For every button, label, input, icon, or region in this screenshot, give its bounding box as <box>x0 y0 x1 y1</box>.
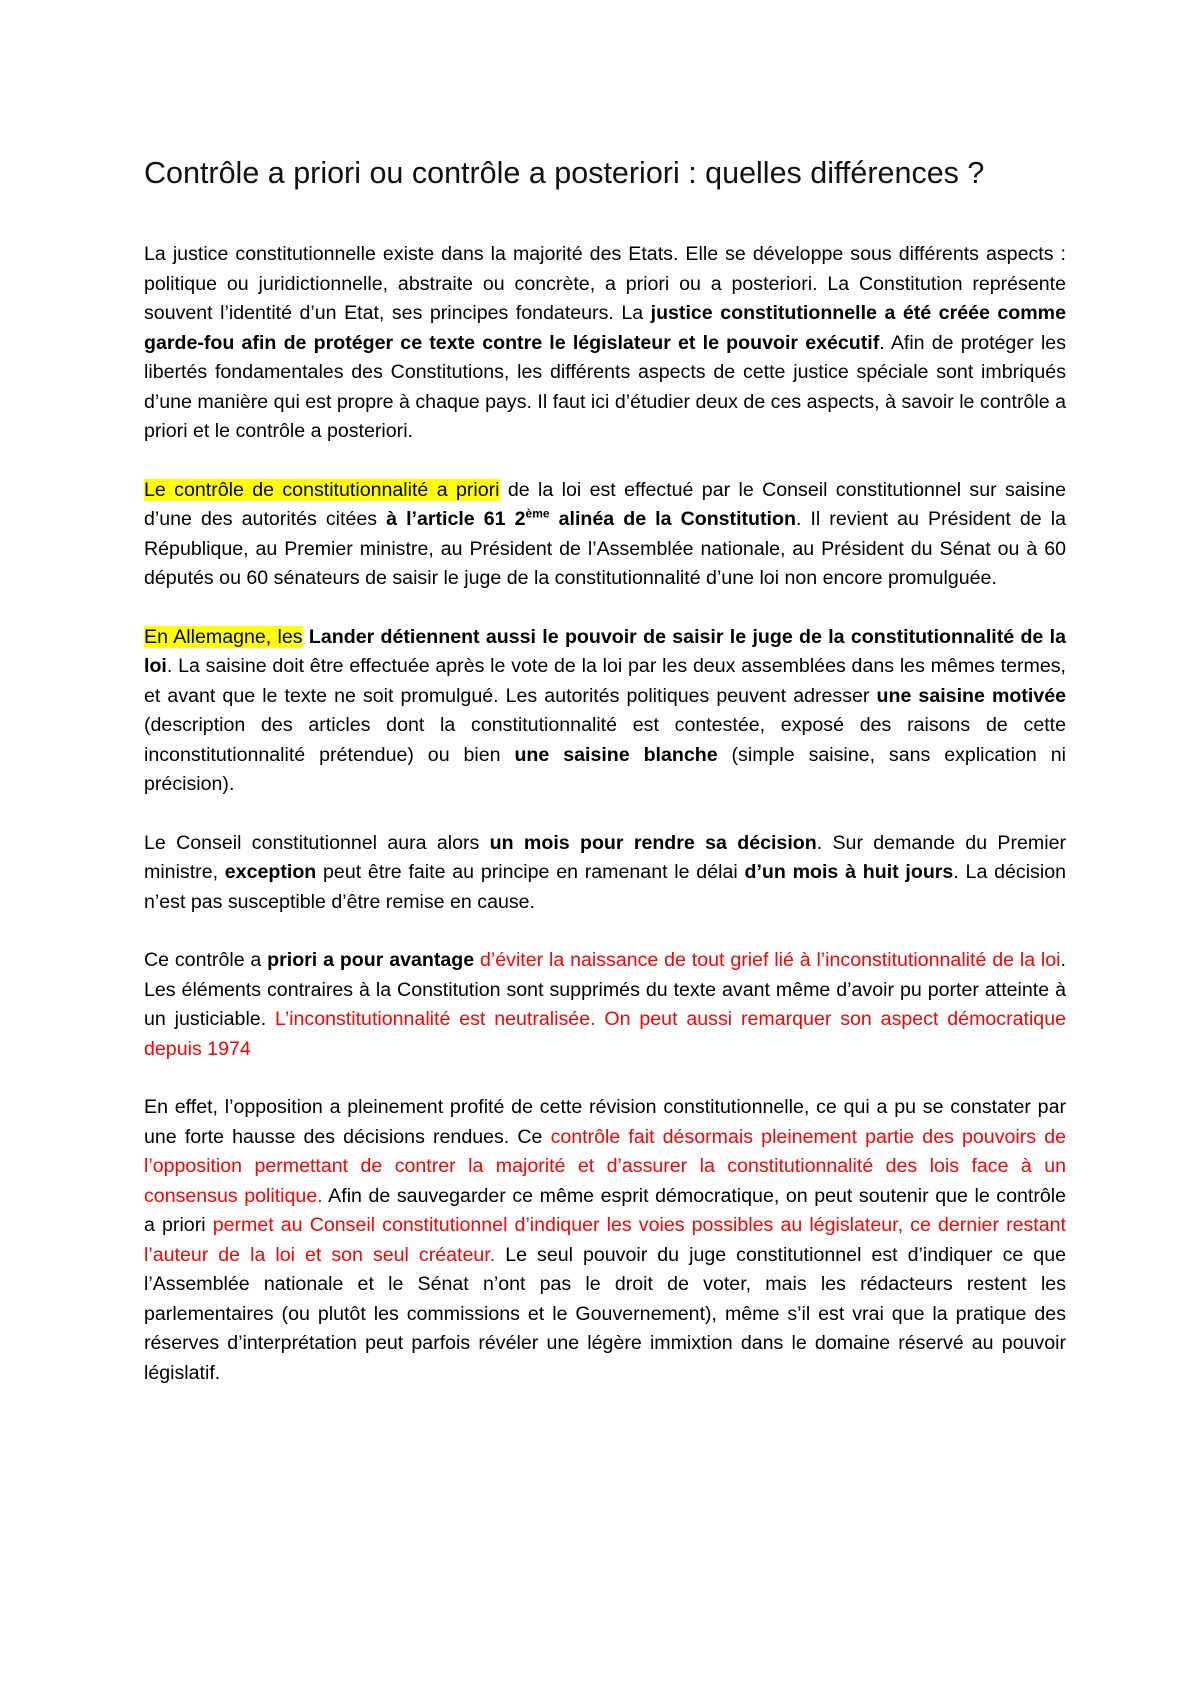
bold-text: priori a pour avantage <box>267 949 475 971</box>
text-run: La justice constitutionnelle existe dans la majorité des Etats. Elle se développe sous différents aspects : politique ou juridictionnelle, abstraite ou concrète, a priori ou a posteriori. La Constitution représente souvent l’identité d’un Etat, ses principes fondateurs. La <box>144 243 1066 324</box>
paragraph-2 <box>144 476 1066 594</box>
red-emphasis-text: contrôle fait désormais pleinement partie des pouvoirs de l’opposition permettant de contrer la majorité et d’assurer la constitutionnalité des lois face à un consensus politique. <box>144 1125 1066 1207</box>
text-run: Ce contrôle a <box>144 949 268 971</box>
document-page <box>144 150 1066 1417</box>
text-run: Le seul pouvoir du juge constitutionnel est d’indiquer ce que l’Assemblée nationale et le Sénat n’ont pas le droit de voter, mais les rédacteurs restent les parlementaires (ou plutôt les commissions et le Gouvernement), même s’il est vrai que la pratique des réserves d’interprétation peut parfois révéler une légère immixtion dans le domaine réservé au pouvoir législatif. <box>144 1243 1066 1384</box>
paragraph-3 <box>144 623 1066 800</box>
text-run: de la loi est effectué par le Conseil constitutionnel sur saisine d’une des autorités citées <box>144 478 1066 530</box>
text-run: . Sur demande du Premier ministre, <box>144 831 1067 883</box>
text-run: . La décision n’est pas susceptible d’être remise en cause. <box>144 861 1066 913</box>
bold-text: Lander détiennent aussi le pouvoir de saisir le juge de la constitutionnalité de la loi <box>144 625 1066 677</box>
paragraph-1 <box>144 240 1066 447</box>
red-emphasis-text: d’éviter la naissance de tout grief lié à l’inconstitutionnalité de la loi <box>480 949 1061 971</box>
bold-text: exception <box>224 861 317 883</box>
text-run: peut être faite au principe en ramenant le délai <box>316 861 745 883</box>
text-run: Le Conseil constitutionnel aura alors <box>144 831 490 854</box>
text-run: (simple saisine, sans explication ni précision). <box>144 743 1066 795</box>
bold-text: justice constitutionnelle a été créée comme garde-fou afin de protéger ce texte contre le législateur et le pouvoir exécutif <box>144 302 1067 354</box>
text-run: (description des articles dont la constitutionnalité est contestée, exposé des raisons de cette inconstitutionnalité prétendue) ou bien <box>144 714 1066 766</box>
text-run: . Afin de protéger les libertés fondamentales des Constitutions, les différents aspects de cette justice spéciale sont imbriqués d’une manière qui est propre à chaque pays. Il faut ici d’étudier deux de ces aspects, à savoir le contrôle a priori et le contrôle a posteriori. <box>144 331 1066 442</box>
bold-text: une saisine motivée <box>876 684 1067 707</box>
text-run: . Les éléments contraires à la Constitution sont supprimés du texte avant même d’avoir pu porter atteinte à un justiciable. <box>144 949 1066 1030</box>
page-title: Contrôle a priori ou contrôle a posteriori : quelles différences ? <box>144 156 985 190</box>
text-run: En effet, l’opposition a pleinement profité de cette révision constitutionnelle, ce qui a pu se constater par une forte hausse des décisions rendues. Ce <box>144 1096 1066 1148</box>
bold-text: une saisine blanche <box>514 743 718 766</box>
text-run: . Il revient au Président de la République, au Premier ministre, au Président de l’Assemblée nationale, au Président du Sénat ou à 60 députés ou 60 sénateurs de saisir le juge de la constitutionnalité d’une loi non encore promulguée. <box>144 508 1066 589</box>
bold-text: alinéa de la Constitution <box>549 508 796 530</box>
text-run: . La saisine doit être effectuée après le vote de la loi par les deux assemblées dans les mêmes termes, et avant que le texte ne soit promulgué. Les autorités politiques peuvent adresser <box>144 655 1066 707</box>
bold-text: à l’article 61 2 <box>386 508 526 530</box>
paragraph-5 <box>144 946 1066 1064</box>
superscript-text: ème <box>525 506 550 521</box>
bold-text: d’un mois à huit jours <box>744 861 954 883</box>
highlighted-text: En Allemagne, les <box>144 625 303 648</box>
red-emphasis-text: L’inconstitutionnalité est neutralisée. On peut aussi remarquer son aspect démocratique depuis 1974 <box>144 1008 1066 1060</box>
bold-text: un mois pour rendre sa décision <box>489 831 817 854</box>
highlighted-text: Le contrôle de constitutionnalité a priori <box>144 478 500 501</box>
text-run: Afin de sauvegarder ce même esprit démocratique, on peut soutenir que le contrôle a priori <box>144 1184 1066 1236</box>
red-emphasis-text: permet au Conseil constitutionnel d’indiquer les voies possibles au législateur, ce dernier restant l’auteur de la loi et son seul créateur. <box>144 1214 1066 1266</box>
paragraph-6 <box>144 1093 1066 1388</box>
paragraph-4 <box>144 829 1066 918</box>
document-body <box>144 240 1066 1388</box>
